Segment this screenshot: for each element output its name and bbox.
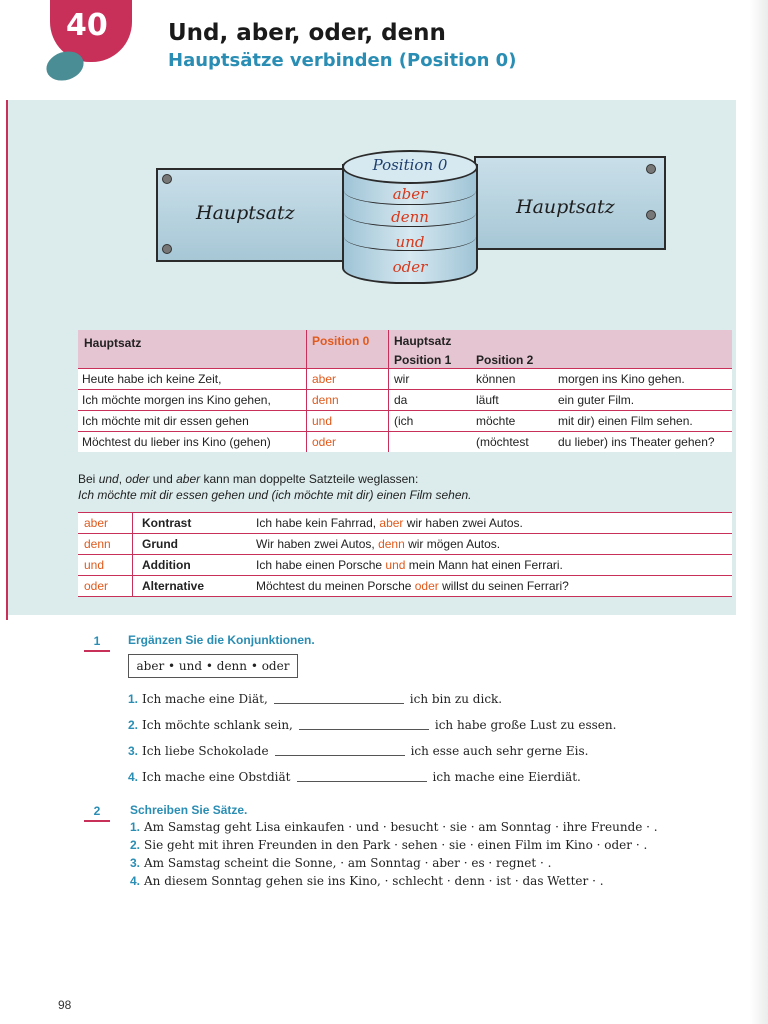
exercise-1-number: 1 [93, 634, 101, 648]
left-plate-label: Hauptsatz [196, 202, 295, 224]
item-text: Am Samstag geht Lisa einkaufen · und · besucht · sie · am Sonntag · ihre Freunde · . [144, 820, 658, 834]
column-divider [306, 369, 307, 389]
column-divider [132, 576, 133, 596]
exercise-item [130, 838, 647, 852]
drum-item: und [395, 233, 425, 251]
example-sentence [256, 579, 569, 593]
table-cell: da [394, 393, 408, 407]
answer-blank[interactable] [275, 755, 405, 756]
right-plate-label: Hauptsatz [516, 196, 615, 218]
item-text: Ich liebe Schokolade [142, 744, 269, 758]
exercise-item [128, 718, 616, 732]
table-row [78, 410, 732, 431]
exercise-1-title: Ergänzen Sie die Konjunktionen. [128, 633, 315, 647]
table-cell: morgen ins Kino gehen. [558, 372, 685, 386]
chapter-number: 40 [66, 8, 108, 43]
drum-item: aber [392, 185, 428, 203]
sentence-table [78, 330, 732, 452]
example-text: mein Mann hat einen Ferrari. [405, 558, 563, 572]
note-text: und [149, 472, 177, 486]
note-text: kann man doppelte Satzteile weglassen: [200, 472, 419, 486]
conjunction: und [84, 558, 105, 572]
example-text: wir haben zwei Autos. [403, 516, 523, 530]
column-divider [388, 390, 389, 410]
column-divider [306, 390, 307, 410]
table-cell: oder [312, 435, 337, 449]
table-cell: Ich möchte mit dir essen gehen [82, 414, 249, 428]
item-text: Am Samstag scheint die Sonne, · am Sonntag · aber · es · regnet · . [144, 856, 552, 870]
column-divider [388, 369, 389, 389]
note-text: Bei [78, 472, 99, 486]
table-cell: wir [394, 372, 410, 386]
example-conj: oder [414, 579, 439, 593]
note-line-1 [78, 472, 418, 486]
item-number: 2. [128, 718, 139, 732]
exercise-item [130, 856, 551, 870]
column-divider [132, 513, 133, 533]
item-text: Ich mache eine Diät, [142, 692, 268, 706]
header-hauptsatz-2: Hauptsatz [394, 334, 452, 348]
exercise-item [128, 770, 581, 784]
column-divider [388, 432, 389, 452]
example-conj: denn [378, 537, 405, 551]
exercise-underline [84, 650, 110, 652]
exercise-item [128, 692, 502, 706]
example-conj: und [385, 558, 406, 572]
example-conj: aber [379, 516, 404, 530]
table-cell: möchte [476, 414, 516, 428]
item-number: 1. [128, 692, 139, 706]
screw-icon [162, 174, 172, 184]
table-cell: (möchtest [476, 435, 529, 449]
note-text: , [118, 472, 126, 486]
item-text: ich mache eine Eierdiät. [432, 770, 581, 784]
note-line-2: Ich möchte mit dir essen gehen und (ich möchte mit dir) einen Film sehen. [78, 488, 472, 502]
drum-item: oder [392, 258, 428, 276]
answer-blank[interactable] [299, 729, 429, 730]
exercise-underline [84, 820, 110, 822]
conjunction: aber [84, 516, 109, 530]
table-row [78, 576, 732, 597]
table-cell: du lieber) ins Theater gehen? [558, 435, 715, 449]
table-cell: mit dir) einen Film sehen. [558, 414, 693, 428]
conjunction-table [78, 512, 732, 597]
item-number: 2. [130, 838, 141, 852]
page-edge-shadow [750, 0, 768, 1024]
column-divider [132, 534, 133, 554]
table-cell: aber [312, 372, 337, 386]
example-text: Ich habe einen Porsche [256, 558, 386, 572]
table-header [78, 330, 732, 368]
column-divider [306, 411, 307, 431]
exercise-2-title: Schreiben Sie Sätze. [130, 803, 248, 817]
item-text: Ich möchte schlank sein, [142, 718, 293, 732]
column-divider [388, 330, 389, 368]
item-number: 4. [128, 770, 139, 784]
item-number: 3. [130, 856, 141, 870]
note-conj: oder [125, 472, 150, 486]
note-conj: und [98, 472, 119, 486]
page-number: 98 [58, 998, 72, 1012]
example-sentence [256, 558, 563, 572]
table-cell: läuft [476, 393, 499, 407]
table-row [78, 431, 732, 452]
item-text: ich esse auch sehr gerne Eis. [410, 744, 589, 758]
item-text: Sie geht mit ihren Freunden in den Park · sehen · sie · einen Film im Kino · oder · . [144, 838, 648, 852]
table-row [78, 513, 732, 534]
note-conj: aber [176, 472, 201, 486]
word-box: aber • und • denn • oder [128, 654, 298, 678]
header-hauptsatz: Hauptsatz [84, 336, 142, 350]
drum-title: Position 0 [372, 156, 448, 174]
conjunction: oder [84, 579, 109, 593]
exercise-item [130, 820, 658, 834]
answer-blank[interactable] [274, 703, 404, 704]
screw-icon [646, 210, 656, 220]
item-number: 1. [130, 820, 141, 834]
table-cell: Möchtest du lieber ins Kino (gehen) [82, 435, 271, 449]
example-text: Möchtest du meinen Porsche [256, 579, 415, 593]
page-subtitle: Hauptsätze verbinden (Position 0) [168, 50, 517, 71]
exercise-item [128, 744, 588, 758]
example-text: willst du seinen Ferrari? [438, 579, 569, 593]
table-row [78, 389, 732, 410]
table-cell: können [476, 372, 516, 386]
example-text: wir mögen Autos. [404, 537, 501, 551]
header-position1: Position 1 [394, 353, 452, 367]
item-number: 3. [128, 744, 139, 758]
item-number: 4. [130, 874, 141, 888]
item-text: ich habe große Lust zu essen. [434, 718, 617, 732]
drum-item: denn [391, 208, 429, 226]
meaning: Addition [142, 558, 191, 572]
table-cell: Heute habe ich keine Zeit, [82, 372, 222, 386]
table-row [78, 555, 732, 576]
column-divider [132, 555, 133, 575]
table-cell: denn [312, 393, 339, 407]
item-text: Ich mache eine Obstdiät [142, 770, 291, 784]
screw-icon [162, 244, 172, 254]
table-cell: ein guter Film. [558, 393, 635, 407]
table-cell: (ich [394, 414, 414, 428]
screw-icon [646, 164, 656, 174]
column-divider [388, 411, 389, 431]
example-sentence [256, 537, 500, 551]
meaning: Kontrast [142, 516, 192, 530]
column-divider [306, 432, 307, 452]
exercise-2-number: 2 [93, 804, 101, 818]
table-row [78, 534, 732, 555]
example-sentence [256, 516, 523, 530]
header-position2: Position 2 [476, 353, 534, 367]
table-cell: Ich möchte morgen ins Kino gehen, [82, 393, 271, 407]
example-text: Wir haben zwei Autos, [256, 537, 379, 551]
meaning: Alternative [142, 579, 205, 593]
conjunction: denn [84, 537, 111, 551]
table-cell: und [312, 414, 333, 428]
page-title: Und, aber, oder, denn [168, 20, 446, 46]
table-row [78, 368, 732, 389]
exercise-item [130, 874, 604, 888]
margin-line [6, 100, 8, 620]
item-text: ich bin zu dick. [409, 692, 503, 706]
header-position0: Position 0 [312, 334, 370, 348]
meaning: Grund [142, 537, 178, 551]
column-divider [306, 330, 307, 368]
answer-blank[interactable] [297, 781, 427, 782]
item-text: An diesem Sonntag gehen sie ins Kino, · schlecht · denn · ist · das Wetter · . [144, 874, 604, 888]
example-text: Ich habe kein Fahrrad, [256, 516, 380, 530]
